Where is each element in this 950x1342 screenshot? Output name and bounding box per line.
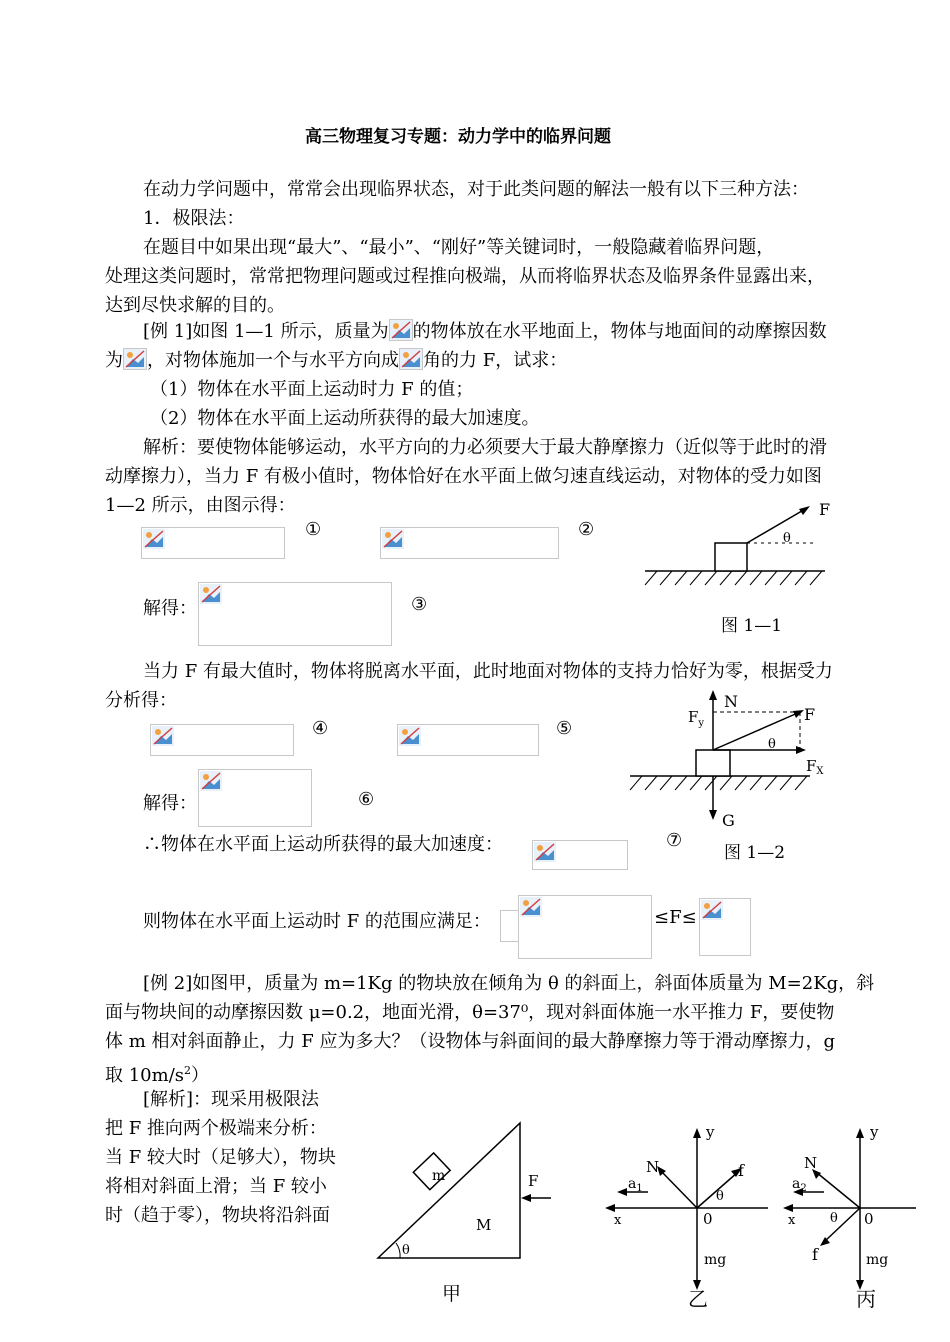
question-1: （1）物体在水平面上运动时力 F 的值；: [150, 379, 474, 400]
broken-image-icon: [382, 529, 404, 549]
acceleration-label: $a_1$: [628, 1176, 643, 1194]
max-acceleration-text: ∴物体在水平面上运动所获得的最大加速度：: [143, 834, 503, 855]
paragraph-line: 达到尽快求解的目的。: [105, 295, 285, 316]
broken-image-icon: [152, 726, 174, 746]
equation-image: [198, 582, 392, 646]
equation-image: [500, 910, 520, 942]
equation-image: [532, 840, 628, 870]
axis-label: y: [870, 1123, 879, 1141]
example-2-line: [例 2]如图甲，质量为 m=1Kg 的物块放在倾角为 θ 的斜面上，斜面体质量为 M=2Kg，斜: [143, 973, 875, 994]
equation-number: ④: [312, 718, 329, 739]
analysis-2-line: 时（趋于零），物块将沿斜面: [105, 1205, 330, 1226]
formula-image: [389, 319, 413, 341]
axis-label: y: [706, 1123, 715, 1141]
page-title: 高三物理复习专题：动力学中的临界问题: [305, 127, 611, 147]
angle-label: θ: [783, 531, 791, 546]
analysis-2-line: 将相对斜面上滑；当 F 较小: [105, 1176, 327, 1197]
force-label: F: [819, 500, 831, 519]
equation-number: ⑦: [666, 830, 683, 851]
figure-caption: 乙: [688, 1287, 708, 1311]
friction-label: f: [812, 1245, 818, 1264]
text-span: [例 1]如图 1—1 所示，质量为: [143, 321, 389, 342]
fy-label: $F_y$: [688, 708, 705, 729]
acceleration-label: $a_2$: [792, 1176, 807, 1194]
formula-image: [399, 348, 423, 370]
axis-label: x: [614, 1213, 622, 1228]
equation-image: [198, 769, 312, 827]
broken-image-icon: [399, 726, 421, 746]
equation-number: ③: [411, 594, 428, 615]
broken-image-icon: [400, 349, 422, 369]
angle-label: θ: [830, 1211, 838, 1226]
equation-number: ①: [305, 519, 322, 540]
method-heading: 1．极限法：: [143, 208, 245, 229]
block-label: m: [432, 1168, 446, 1184]
example-2-line: 体 m 相对斜面静止，力 F 应为多大？（设物体与斜面间的最大静摩擦力等于滑动摩擦力，g: [105, 1031, 835, 1052]
gravity-label: mg: [704, 1252, 727, 1268]
range-text: 则物体在水平面上运动时 F 的范围应满足：: [143, 911, 491, 932]
angle-label: θ: [768, 737, 776, 752]
normal-force-label: N: [646, 1158, 660, 1176]
analysis-line: 分析得：: [105, 690, 177, 711]
broken-image-icon: [701, 900, 723, 920]
figure-1-1: [635, 495, 845, 645]
force-label: F: [528, 1172, 539, 1190]
broken-image-icon: [200, 584, 222, 604]
figure-caption: 甲: [442, 1283, 462, 1305]
analysis-line: 解析：要使物体能够运动，水平方向的力必须要大于最大静摩擦力（近似等于此时的滑: [143, 437, 827, 458]
text-span: 角的力 F，试求：: [423, 350, 568, 371]
analysis-line: 1—2 所示，由图示得：: [105, 495, 296, 516]
force-label: F: [804, 705, 816, 724]
text-span: ，对物体施加一个与水平方向成: [147, 350, 399, 371]
example-1-line: [105, 347, 850, 375]
origin-label: 0: [703, 1210, 713, 1228]
origin-label: 0: [864, 1210, 874, 1228]
solve-label: 解得：: [143, 598, 197, 619]
equation-image: [380, 527, 559, 559]
superscript: 2: [184, 1064, 191, 1077]
figure-1-2: [620, 688, 835, 868]
broken-image-icon: [143, 529, 165, 549]
gravity-label: G: [722, 811, 735, 830]
friction-label: f: [738, 1161, 744, 1180]
formula-image: [123, 348, 147, 370]
figure-jia: [370, 1118, 555, 1308]
equation-image: [699, 898, 751, 956]
text-span: 为: [105, 350, 123, 371]
question-2: （2）物体在水平面上运动所获得的最大加速度。: [150, 408, 540, 429]
figure-yi: [600, 1120, 770, 1312]
figure-caption: 图 1—2: [724, 843, 786, 863]
angle-label: θ: [402, 1243, 410, 1258]
equation-image: [141, 527, 285, 559]
analysis-2-line: [解析]：现采用极限法: [143, 1089, 320, 1110]
broken-image-icon: [520, 897, 542, 917]
example-1-line: [143, 318, 888, 346]
figure-bing: [778, 1120, 918, 1312]
analysis-2-line: 当 F 较大时（足够大），物块: [105, 1147, 336, 1168]
angle-label: θ: [716, 1189, 724, 1204]
figure-caption: 图 1—1: [721, 616, 783, 636]
text-span: 的物体放在水平地面上，物体与地面间的动摩擦因数: [412, 321, 827, 342]
broken-image-icon: [534, 842, 556, 862]
equation-number: ⑥: [358, 789, 375, 810]
axis-label: x: [788, 1213, 796, 1228]
broken-image-icon: [124, 349, 146, 369]
figure-caption: 丙: [856, 1287, 876, 1311]
equation-image: [518, 895, 652, 959]
intro-text: 在动力学问题中，常常会出现临界状态，对于此类问题的解法一般有以下三种方法：: [143, 179, 809, 200]
fx-label: $F_X$: [806, 757, 824, 777]
analysis-line: 动摩擦力），当力 F 有极小值时，物体恰好在水平面上做匀速直线运动，对物体的受力如图: [105, 466, 822, 487]
gravity-label: mg: [866, 1252, 889, 1268]
equation-number: ②: [578, 519, 595, 540]
example-2-line: 面与物块间的动摩擦因数 μ=0.2，地面光滑，θ=37⁰，现对斜面体施一水平推力 F，要使物: [105, 1002, 835, 1023]
solve-label: 解得：: [143, 793, 197, 814]
paragraph-line: 处理这类问题时，常常把物理问题或过程推向极端，从而将临界状态及临界条件显露出来，: [105, 266, 825, 287]
paragraph-line: 在题目中如果出现“最大”、“最小”、“刚好”等关键词时，一般隐藏着临界问题，: [143, 237, 775, 258]
broken-image-icon: [390, 320, 412, 340]
analysis-2-line: 把 F 推向两个极端来分析：: [105, 1118, 327, 1139]
range-inequality: ≤F≤: [654, 907, 697, 928]
equation-image: [150, 724, 294, 756]
equation-image: [397, 724, 539, 756]
normal-force-label: N: [804, 1154, 818, 1172]
text-span: ）: [191, 1065, 209, 1086]
analysis-line: 当力 F 有最大值时，物体将脱离水平面，此时地面对物体的支持力恰好为零，根据受力: [143, 661, 833, 682]
wedge-label: M: [476, 1216, 492, 1234]
normal-force-label: N: [724, 692, 738, 711]
text-span: 取 10m/s: [105, 1065, 184, 1086]
broken-image-icon: [200, 771, 222, 791]
equation-number: ⑤: [556, 718, 573, 739]
